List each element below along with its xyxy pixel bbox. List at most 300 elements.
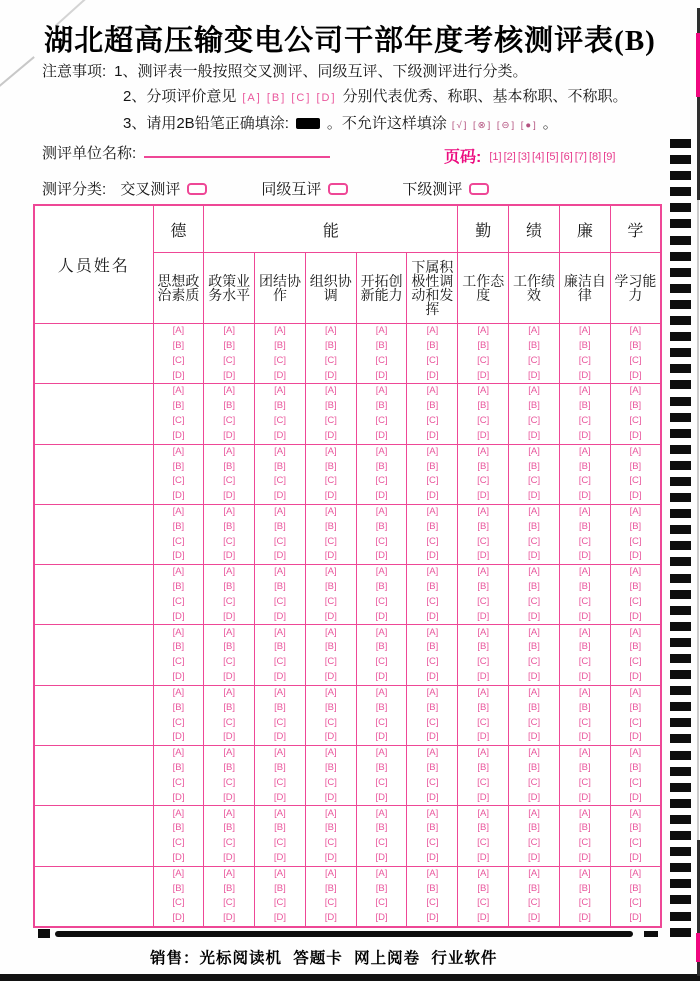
option-bubble[interactable]: [B] bbox=[426, 762, 439, 774]
option-bubble[interactable]: [B] bbox=[172, 339, 185, 351]
option-bubble[interactable]: [C] bbox=[477, 475, 490, 487]
option-bubble[interactable]: [D] bbox=[172, 851, 185, 863]
option-bubble[interactable]: [D] bbox=[527, 912, 541, 924]
option-bubble[interactable]: [B] bbox=[629, 762, 642, 774]
option-bubble[interactable]: [A] bbox=[426, 807, 439, 819]
option-bubble[interactable]: [C] bbox=[375, 354, 388, 366]
option-bubble[interactable]: [C] bbox=[629, 776, 642, 788]
option-bubble[interactable]: [A] bbox=[426, 867, 439, 879]
option-bubble[interactable]: [D] bbox=[223, 731, 236, 743]
option-bubble[interactable]: [D] bbox=[223, 490, 236, 502]
option-bubble[interactable]: [A] bbox=[579, 747, 591, 759]
option-bubble[interactable]: [D] bbox=[477, 490, 490, 502]
option-bubble[interactable]: [B] bbox=[426, 400, 439, 412]
option-bubble[interactable]: [B] bbox=[223, 339, 235, 351]
option-bubble[interactable]: [B] bbox=[223, 701, 235, 713]
option-bubble[interactable]: [C] bbox=[273, 415, 287, 427]
option-bubble[interactable]: [A] bbox=[375, 747, 388, 759]
option-bubble[interactable]: [B] bbox=[274, 520, 286, 532]
option-bubble[interactable]: [C] bbox=[324, 354, 337, 366]
option-bubble[interactable]: [C] bbox=[477, 595, 490, 607]
option-bubble[interactable]: [D] bbox=[375, 671, 388, 683]
option-bubble[interactable]: [A] bbox=[274, 807, 286, 819]
classification-checkbox[interactable] bbox=[469, 183, 489, 195]
option-bubble[interactable]: [B] bbox=[579, 762, 591, 774]
option-bubble[interactable]: [C] bbox=[629, 656, 642, 668]
option-bubble[interactable]: [C] bbox=[223, 595, 236, 607]
option-bubble[interactable]: [B] bbox=[579, 701, 591, 713]
option-bubble[interactable]: [C] bbox=[629, 595, 642, 607]
option-bubble[interactable]: [A] bbox=[528, 747, 540, 759]
option-bubble[interactable]: [B] bbox=[477, 520, 490, 532]
option-bubble[interactable]: [A] bbox=[477, 807, 490, 819]
option-bubble[interactable]: [B] bbox=[375, 520, 388, 532]
option-bubble[interactable]: [D] bbox=[172, 550, 185, 562]
option-bubble[interactable]: [B] bbox=[375, 701, 388, 713]
option-bubble[interactable]: [B] bbox=[324, 339, 337, 351]
option-bubble[interactable]: [C] bbox=[527, 595, 541, 607]
option-bubble[interactable]: [A] bbox=[477, 626, 490, 638]
option-bubble[interactable]: [B] bbox=[223, 460, 235, 472]
option-bubble[interactable]: [B] bbox=[375, 882, 388, 894]
option-bubble[interactable]: [C] bbox=[375, 776, 388, 788]
option-bubble[interactable]: [B] bbox=[223, 762, 235, 774]
option-bubble[interactable]: [B] bbox=[324, 641, 337, 653]
option-bubble[interactable]: [B] bbox=[426, 581, 439, 593]
option-bubble[interactable]: [A] bbox=[324, 686, 337, 698]
option-bubble[interactable]: [C] bbox=[477, 837, 490, 849]
option-bubble[interactable]: [A] bbox=[375, 867, 388, 879]
option-bubble[interactable]: [B] bbox=[324, 701, 337, 713]
option-bubble[interactable]: [B] bbox=[274, 581, 286, 593]
name-cell[interactable] bbox=[34, 444, 153, 504]
option-bubble[interactable]: [B] bbox=[324, 460, 337, 472]
option-bubble[interactable]: [C] bbox=[324, 595, 337, 607]
option-bubble[interactable]: [C] bbox=[477, 656, 490, 668]
option-bubble[interactable]: [B] bbox=[579, 822, 591, 834]
option-bubble[interactable]: [B] bbox=[375, 581, 388, 593]
option-bubble[interactable]: [B] bbox=[528, 762, 540, 774]
option-bubble[interactable]: [A] bbox=[223, 867, 235, 879]
option-bubble[interactable]: [C] bbox=[375, 837, 388, 849]
option-bubble[interactable]: [B] bbox=[629, 701, 642, 713]
page-number[interactable]: [6] bbox=[560, 151, 573, 163]
option-bubble[interactable]: [B] bbox=[274, 641, 286, 653]
option-bubble[interactable]: [B] bbox=[172, 520, 185, 532]
option-bubble[interactable]: [D] bbox=[172, 490, 185, 502]
option-bubble[interactable]: [D] bbox=[375, 731, 388, 743]
page-number[interactable]: [3] bbox=[517, 151, 531, 163]
option-bubble[interactable]: [C] bbox=[273, 535, 287, 547]
option-bubble[interactable]: [C] bbox=[578, 656, 591, 668]
option-bubble[interactable]: [C] bbox=[375, 475, 388, 487]
option-bubble[interactable]: [B] bbox=[375, 339, 388, 351]
option-bubble[interactable]: [D] bbox=[426, 671, 439, 683]
option-bubble[interactable]: [B] bbox=[579, 581, 591, 593]
option-bubble[interactable]: [D] bbox=[477, 671, 490, 683]
option-bubble[interactable]: [A] bbox=[223, 566, 235, 578]
option-bubble[interactable]: [C] bbox=[426, 897, 439, 909]
option-bubble[interactable]: [D] bbox=[324, 429, 337, 441]
option-bubble[interactable]: [B] bbox=[274, 400, 286, 412]
option-bubble[interactable]: [D] bbox=[477, 731, 490, 743]
option-bubble[interactable]: [B] bbox=[375, 400, 388, 412]
option-bubble[interactable]: [B] bbox=[629, 882, 642, 894]
option-bubble[interactable]: [D] bbox=[578, 369, 591, 381]
option-bubble[interactable]: [B] bbox=[274, 762, 286, 774]
option-bubble[interactable]: [C] bbox=[629, 535, 642, 547]
option-bubble[interactable]: [D] bbox=[172, 671, 185, 683]
option-bubble[interactable]: [A] bbox=[579, 686, 591, 698]
option-bubble[interactable]: [B] bbox=[324, 400, 337, 412]
option-bubble[interactable]: [A] bbox=[528, 385, 540, 397]
option-bubble[interactable]: [D] bbox=[629, 851, 642, 863]
option-bubble[interactable]: [A] bbox=[324, 385, 337, 397]
option-bubble[interactable]: [B] bbox=[223, 581, 235, 593]
option-bubble[interactable]: [D] bbox=[629, 490, 642, 502]
option-bubble[interactable]: [D] bbox=[629, 550, 642, 562]
option-bubble[interactable]: [A] bbox=[528, 867, 540, 879]
option-bubble[interactable]: [D] bbox=[375, 610, 388, 622]
option-bubble[interactable]: [C] bbox=[324, 837, 337, 849]
option-bubble[interactable]: [D] bbox=[527, 550, 541, 562]
option-bubble[interactable]: [B] bbox=[528, 641, 540, 653]
option-bubble[interactable]: [A] bbox=[477, 385, 490, 397]
option-bubble[interactable]: [C] bbox=[375, 897, 388, 909]
name-cell[interactable] bbox=[34, 625, 153, 685]
option-bubble[interactable]: [D] bbox=[223, 369, 236, 381]
option-bubble[interactable]: [C] bbox=[223, 716, 236, 728]
option-bubble[interactable]: [A] bbox=[375, 686, 388, 698]
option-bubble[interactable]: [D] bbox=[477, 610, 490, 622]
option-bubble[interactable]: [D] bbox=[477, 429, 490, 441]
option-bubble[interactable]: [D] bbox=[578, 731, 591, 743]
option-bubble[interactable]: [A] bbox=[172, 626, 185, 638]
option-bubble[interactable]: [D] bbox=[426, 429, 439, 441]
option-bubble[interactable]: [D] bbox=[426, 912, 439, 924]
option-bubble[interactable]: [C] bbox=[527, 475, 541, 487]
option-bubble[interactable]: [D] bbox=[172, 610, 185, 622]
option-bubble[interactable]: [C] bbox=[527, 776, 541, 788]
option-bubble[interactable]: [A] bbox=[324, 747, 337, 759]
option-bubble[interactable]: [D] bbox=[426, 851, 439, 863]
option-bubble[interactable]: [B] bbox=[172, 460, 185, 472]
option-bubble[interactable]: [A] bbox=[172, 686, 185, 698]
option-bubble[interactable]: [B] bbox=[528, 581, 540, 593]
option-bubble[interactable]: [C] bbox=[172, 354, 185, 366]
option-bubble[interactable]: [B] bbox=[528, 400, 540, 412]
option-bubble[interactable]: [A] bbox=[172, 445, 185, 457]
option-bubble[interactable]: [A] bbox=[324, 325, 337, 337]
option-bubble[interactable]: [B] bbox=[274, 701, 286, 713]
option-bubble[interactable]: [B] bbox=[426, 641, 439, 653]
option-bubble[interactable]: [B] bbox=[477, 882, 490, 894]
option-bubble[interactable]: [A] bbox=[426, 445, 439, 457]
option-bubble[interactable]: [B] bbox=[324, 762, 337, 774]
option-bubble[interactable]: [A] bbox=[477, 325, 490, 337]
option-bubble[interactable]: [C] bbox=[172, 716, 185, 728]
option-bubble[interactable]: [D] bbox=[527, 791, 541, 803]
option-bubble[interactable]: [B] bbox=[426, 520, 439, 532]
option-bubble[interactable]: [C] bbox=[273, 656, 287, 668]
option-bubble[interactable]: [C] bbox=[324, 776, 337, 788]
option-bubble[interactable]: [A] bbox=[274, 385, 286, 397]
option-bubble[interactable]: [B] bbox=[172, 400, 185, 412]
option-bubble[interactable]: [C] bbox=[223, 656, 236, 668]
option-bubble[interactable]: [D] bbox=[477, 851, 490, 863]
option-bubble[interactable]: [C] bbox=[426, 475, 439, 487]
option-bubble[interactable]: [C] bbox=[375, 415, 388, 427]
option-bubble[interactable]: [D] bbox=[578, 610, 591, 622]
option-bubble[interactable]: [C] bbox=[172, 415, 185, 427]
option-bubble[interactable]: [C] bbox=[578, 776, 591, 788]
option-bubble[interactable]: [A] bbox=[223, 807, 235, 819]
option-bubble[interactable]: [C] bbox=[527, 716, 541, 728]
option-bubble[interactable]: [A] bbox=[274, 445, 286, 457]
option-bubble[interactable]: [A] bbox=[172, 566, 185, 578]
option-bubble[interactable]: [A] bbox=[223, 506, 235, 518]
option-bubble[interactable]: [A] bbox=[579, 566, 591, 578]
option-bubble[interactable]: [C] bbox=[477, 354, 490, 366]
option-bubble[interactable]: [C] bbox=[527, 656, 541, 668]
option-bubble[interactable]: [B] bbox=[579, 460, 591, 472]
option-bubble[interactable]: [C] bbox=[273, 897, 287, 909]
option-bubble[interactable]: [D] bbox=[629, 671, 642, 683]
option-bubble[interactable]: [D] bbox=[223, 851, 236, 863]
option-bubble[interactable]: [C] bbox=[527, 897, 541, 909]
option-bubble[interactable]: [C] bbox=[324, 897, 337, 909]
option-bubble[interactable]: [C] bbox=[273, 716, 287, 728]
option-bubble[interactable]: [A] bbox=[172, 807, 185, 819]
option-bubble[interactable]: [B] bbox=[375, 460, 388, 472]
option-bubble[interactable]: [D] bbox=[223, 550, 236, 562]
option-bubble[interactable]: [D] bbox=[273, 429, 287, 441]
option-bubble[interactable]: [B] bbox=[274, 882, 286, 894]
option-bubble[interactable]: [A] bbox=[629, 626, 642, 638]
option-bubble[interactable]: [A] bbox=[223, 385, 235, 397]
option-bubble[interactable]: [C] bbox=[223, 415, 236, 427]
option-bubble[interactable]: [A] bbox=[579, 445, 591, 457]
unit-name-input-line[interactable] bbox=[144, 142, 330, 158]
page-number[interactable]: [5] bbox=[546, 151, 559, 163]
option-bubble[interactable]: [B] bbox=[629, 400, 642, 412]
option-bubble[interactable]: [C] bbox=[629, 716, 642, 728]
option-bubble[interactable]: [A] bbox=[477, 445, 490, 457]
option-bubble[interactable]: [B] bbox=[324, 520, 337, 532]
option-bubble[interactable]: [B] bbox=[528, 339, 540, 351]
option-bubble[interactable]: [A] bbox=[223, 445, 235, 457]
option-bubble[interactable]: [C] bbox=[172, 776, 185, 788]
option-bubble[interactable]: [A] bbox=[426, 626, 439, 638]
classification-checkbox[interactable] bbox=[328, 183, 348, 195]
option-bubble[interactable]: [C] bbox=[578, 415, 591, 427]
option-bubble[interactable]: [D] bbox=[578, 791, 591, 803]
option-bubble[interactable]: [C] bbox=[426, 354, 439, 366]
option-bubble[interactable]: [A] bbox=[426, 325, 439, 337]
name-cell[interactable] bbox=[34, 866, 153, 927]
name-cell[interactable] bbox=[34, 504, 153, 564]
option-bubble[interactable]: [A] bbox=[375, 506, 388, 518]
option-bubble[interactable]: [A] bbox=[324, 445, 337, 457]
option-bubble[interactable]: [C] bbox=[324, 415, 337, 427]
option-bubble[interactable]: [B] bbox=[223, 641, 235, 653]
option-bubble[interactable]: [B] bbox=[375, 641, 388, 653]
option-bubble[interactable]: [C] bbox=[273, 354, 287, 366]
option-bubble[interactable]: [D] bbox=[629, 791, 642, 803]
option-bubble[interactable]: [A] bbox=[528, 445, 540, 457]
option-bubble[interactable]: [B] bbox=[477, 460, 490, 472]
option-bubble[interactable]: [A] bbox=[629, 747, 642, 759]
option-bubble[interactable]: [D] bbox=[324, 610, 337, 622]
option-bubble[interactable]: [D] bbox=[324, 791, 337, 803]
option-bubble[interactable]: [D] bbox=[324, 731, 337, 743]
option-bubble[interactable]: [B] bbox=[324, 882, 337, 894]
option-bubble[interactable]: [B] bbox=[629, 339, 642, 351]
option-bubble[interactable]: [C] bbox=[578, 475, 591, 487]
option-bubble[interactable]: [D] bbox=[527, 610, 541, 622]
option-bubble[interactable]: [A] bbox=[477, 506, 490, 518]
option-bubble[interactable]: [A] bbox=[528, 325, 540, 337]
option-bubble[interactable]: [D] bbox=[578, 429, 591, 441]
option-bubble[interactable]: [A] bbox=[629, 506, 642, 518]
option-bubble[interactable]: [D] bbox=[375, 369, 388, 381]
option-bubble[interactable]: [B] bbox=[528, 822, 540, 834]
option-bubble[interactable]: [B] bbox=[477, 339, 490, 351]
option-bubble[interactable]: [C] bbox=[223, 897, 236, 909]
option-bubble[interactable]: [B] bbox=[477, 581, 490, 593]
option-bubble[interactable]: [C] bbox=[578, 897, 591, 909]
option-bubble[interactable]: [D] bbox=[375, 912, 388, 924]
option-bubble[interactable]: [C] bbox=[629, 354, 642, 366]
option-bubble[interactable]: [D] bbox=[223, 791, 236, 803]
option-bubble[interactable]: [D] bbox=[629, 731, 642, 743]
option-bubble[interactable]: [C] bbox=[527, 837, 541, 849]
option-bubble[interactable]: [C] bbox=[223, 475, 236, 487]
option-bubble[interactable]: [A] bbox=[274, 686, 286, 698]
option-bubble[interactable]: [D] bbox=[273, 791, 287, 803]
option-bubble[interactable]: [D] bbox=[375, 550, 388, 562]
option-bubble[interactable]: [C] bbox=[629, 475, 642, 487]
option-bubble[interactable]: [C] bbox=[578, 595, 591, 607]
option-bubble[interactable]: [A] bbox=[426, 566, 439, 578]
option-bubble[interactable]: [C] bbox=[426, 837, 439, 849]
option-bubble[interactable]: [D] bbox=[273, 369, 287, 381]
option-bubble[interactable]: [A] bbox=[629, 566, 642, 578]
option-bubble[interactable]: [D] bbox=[629, 912, 642, 924]
option-bubble[interactable]: [D] bbox=[578, 550, 591, 562]
option-bubble[interactable]: [D] bbox=[273, 490, 287, 502]
option-bubble[interactable]: [A] bbox=[274, 626, 286, 638]
name-cell[interactable] bbox=[34, 806, 153, 866]
option-bubble[interactable]: [C] bbox=[629, 837, 642, 849]
option-bubble[interactable]: [B] bbox=[528, 882, 540, 894]
option-bubble[interactable]: [A] bbox=[223, 747, 235, 759]
option-bubble[interactable]: [B] bbox=[629, 822, 642, 834]
option-bubble[interactable]: [B] bbox=[274, 339, 286, 351]
option-bubble[interactable]: [C] bbox=[223, 535, 236, 547]
option-bubble[interactable]: [A] bbox=[274, 566, 286, 578]
option-bubble[interactable]: [D] bbox=[375, 791, 388, 803]
name-cell[interactable] bbox=[34, 746, 153, 806]
option-bubble[interactable]: [B] bbox=[426, 339, 439, 351]
name-cell[interactable] bbox=[34, 565, 153, 625]
option-bubble[interactable]: [C] bbox=[172, 475, 185, 487]
option-bubble[interactable]: [C] bbox=[578, 535, 591, 547]
option-bubble[interactable]: [D] bbox=[629, 610, 642, 622]
option-bubble[interactable]: [A] bbox=[528, 566, 540, 578]
option-bubble[interactable]: [C] bbox=[273, 595, 287, 607]
option-bubble[interactable]: [D] bbox=[324, 912, 337, 924]
option-bubble[interactable]: [D] bbox=[223, 610, 236, 622]
option-bubble[interactable]: [B] bbox=[274, 460, 286, 472]
option-bubble[interactable]: [A] bbox=[172, 385, 185, 397]
option-bubble[interactable]: [D] bbox=[578, 851, 591, 863]
option-bubble[interactable]: [A] bbox=[629, 867, 642, 879]
option-bubble[interactable]: [B] bbox=[172, 701, 185, 713]
option-bubble[interactable]: [D] bbox=[527, 671, 541, 683]
option-bubble[interactable]: [C] bbox=[477, 535, 490, 547]
option-bubble[interactable]: [D] bbox=[375, 490, 388, 502]
page-number[interactable]: [4] bbox=[532, 151, 545, 163]
option-bubble[interactable]: [D] bbox=[273, 610, 287, 622]
option-bubble[interactable]: [D] bbox=[324, 851, 337, 863]
option-bubble[interactable]: [A] bbox=[579, 807, 591, 819]
option-bubble[interactable]: [C] bbox=[426, 716, 439, 728]
option-bubble[interactable]: [A] bbox=[375, 626, 388, 638]
option-bubble[interactable]: [B] bbox=[477, 822, 490, 834]
option-bubble[interactable]: [A] bbox=[274, 325, 286, 337]
option-bubble[interactable]: [C] bbox=[223, 776, 236, 788]
option-bubble[interactable]: [A] bbox=[324, 626, 337, 638]
option-bubble[interactable]: [D] bbox=[172, 731, 185, 743]
option-bubble[interactable]: [B] bbox=[172, 581, 185, 593]
option-bubble[interactable]: [C] bbox=[477, 776, 490, 788]
option-bubble[interactable]: [A] bbox=[274, 747, 286, 759]
option-bubble[interactable]: [D] bbox=[172, 912, 185, 924]
option-bubble[interactable]: [D] bbox=[578, 490, 591, 502]
option-bubble[interactable]: [C] bbox=[426, 415, 439, 427]
option-bubble[interactable]: [C] bbox=[223, 354, 236, 366]
option-bubble[interactable]: [A] bbox=[579, 506, 591, 518]
option-bubble[interactable]: [A] bbox=[426, 747, 439, 759]
option-bubble[interactable]: [B] bbox=[426, 882, 439, 894]
option-bubble[interactable]: [B] bbox=[426, 460, 439, 472]
option-bubble[interactable]: [A] bbox=[375, 445, 388, 457]
option-bubble[interactable]: [A] bbox=[172, 747, 185, 759]
option-bubble[interactable]: [C] bbox=[426, 535, 439, 547]
option-bubble[interactable]: [A] bbox=[579, 325, 591, 337]
option-bubble[interactable]: [B] bbox=[223, 822, 235, 834]
option-bubble[interactable]: [C] bbox=[527, 535, 541, 547]
option-bubble[interactable]: [C] bbox=[273, 837, 287, 849]
option-bubble[interactable]: [A] bbox=[375, 566, 388, 578]
option-bubble[interactable]: [C] bbox=[426, 656, 439, 668]
option-bubble[interactable]: [D] bbox=[527, 731, 541, 743]
option-bubble[interactable]: [D] bbox=[426, 490, 439, 502]
option-bubble[interactable]: [A] bbox=[477, 686, 490, 698]
option-bubble[interactable]: [A] bbox=[579, 867, 591, 879]
option-bubble[interactable]: [B] bbox=[172, 641, 185, 653]
option-bubble[interactable]: [D] bbox=[223, 671, 236, 683]
option-bubble[interactable]: [C] bbox=[578, 354, 591, 366]
option-bubble[interactable]: [D] bbox=[172, 429, 185, 441]
option-bubble[interactable]: [D] bbox=[273, 731, 287, 743]
option-bubble[interactable]: [A] bbox=[579, 626, 591, 638]
option-bubble[interactable]: [B] bbox=[426, 822, 439, 834]
option-bubble[interactable]: [C] bbox=[629, 415, 642, 427]
option-bubble[interactable]: [C] bbox=[426, 595, 439, 607]
option-bubble[interactable]: [A] bbox=[629, 686, 642, 698]
